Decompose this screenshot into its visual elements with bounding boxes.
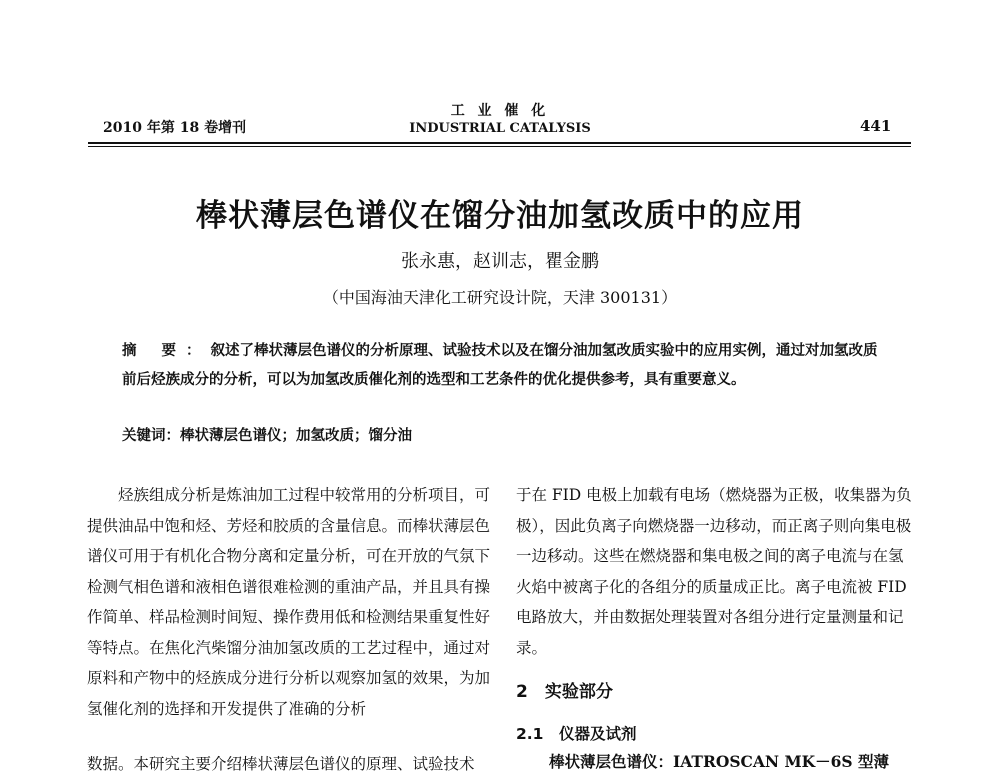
abstract-label: 摘 要： (122, 342, 211, 359)
keywords (122, 424, 882, 445)
body-paragraph-continued: 于在 FID 电极上加载有电场（燃烧器为正极，收集器为负极），因此负离子向燃烧器一边移动，而正离子则向集电极一边移动。这些在燃烧器和集电极之间的离子电流与在氢火焰中被离子化的各组分的质量成正比。离子电流被 FID 电路放大，并由数据处理装置对各组分进行定量测量和记录。 (516, 486, 912, 657)
journal-masthead (0, 100, 1000, 136)
abstract (122, 336, 882, 394)
body-paragraph: 烃族组成分析是炼油加工过程中较常用的分析项目，可提供油品中饱和烃、芳烃和胶质的含量信息。而棒状薄层色谱仪可用于有机化合物分离和定量分析，可在开放的气氛下检测气相色谱和液相色谱很难检测的重油产品，并且具有操作简单、样品检测时间短、操作费用低和检测结果重复性好等特点。在焦化汽柴馏分油加氢改质的工艺过程中，通过对原料和产物中的烃族成分进行分析以观察加氢的效果，为加氢催化剂的选择和开发提供了准确的分析 (87, 486, 491, 718)
section-heading-2-1: 2.1 仪器及试剂 (516, 725, 637, 743)
article-affiliation: （中国海油天津化工研究设计院，天津 300131） (322, 288, 678, 307)
body-column-right (516, 480, 912, 663)
body-column-left (87, 480, 490, 724)
body-paragraph-cutoff-left: 数据。本研究主要介绍棒状薄层色谱仪的原理、试验技术 (87, 755, 475, 773)
article-title: 棒状薄层色谱仪在馏分油加氢改质中的应用 (196, 198, 804, 234)
section-heading-2: 2 实验部分 (516, 682, 613, 702)
keywords-label: 关键词： (122, 427, 180, 444)
header-rule (88, 142, 911, 144)
abstract-text: 叙述了棒状薄层色谱仪的分析原理、试验技术以及在馏分油加氢改质实验中的应用实例，通过对加氢改质前后烃族成分的分析，可以为加氢改质催化剂的选型和工艺条件的优化提供参考，具有重要意义。 (122, 342, 878, 388)
header-rule-thin (88, 146, 911, 147)
journal-name-en: INDUSTRIAL CATALYSIS (409, 121, 591, 136)
keywords-text: 棒状薄层色谱仪；加氢改质；馏分油 (180, 427, 412, 444)
journal-issue: 2010 年第 18 卷增刊 (103, 120, 247, 136)
article-authors: 张永惠，赵训志，瞿金鹏 (401, 251, 599, 272)
page-number: 441 (860, 117, 892, 135)
journal-name-cn: 工 业 催 化 (450, 103, 550, 119)
body-paragraph-cutoff-right: 棒状薄层色谱仪：IATROSCAN MK－6S 型薄 (549, 752, 889, 771)
